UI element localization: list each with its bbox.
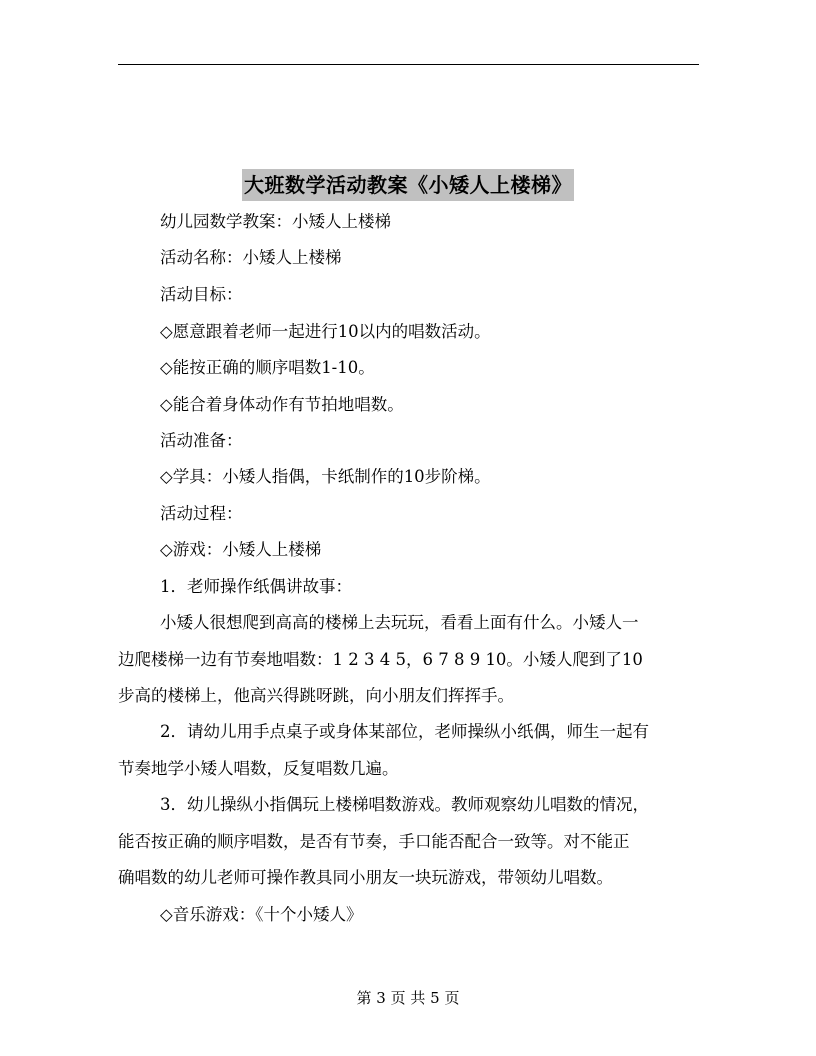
document-title: 大班数学活动教案《小矮人上楼梯》 <box>242 169 574 201</box>
paragraph-line: 确唱数的幼儿老师可操作教具同小朋友一块玩游戏，带领幼儿唱数。 <box>118 868 613 887</box>
paragraph-line: 3．幼儿操纵小指偶玩上楼梯唱数游戏。教师观察幼儿唱数的情况， <box>160 795 649 814</box>
title-container <box>0 169 816 201</box>
paragraph-line: ◇音乐游戏：《十个小矮人》 <box>160 905 363 924</box>
paragraph-line: ◇能合着身体动作有节拍地唱数。 <box>160 395 404 414</box>
paragraph-line: 1．老师操作纸偶讲故事： <box>160 577 352 596</box>
paragraph-line: 能否按正确的顺序唱数，是否有节奏，手口能否配合一致等。对不能正 <box>118 832 630 851</box>
paragraph-line: ◇学具：小矮人指偶，卡纸制作的10步阶梯。 <box>160 467 491 486</box>
paragraph-line: 节奏地学小矮人唱数，反复唱数几遍。 <box>118 759 399 778</box>
paragraph-line: ◇能按正确的顺序唱数1-10。 <box>160 358 375 377</box>
paragraph-line: 步高的楼梯上，他高兴得跳呀跳，向小朋友们挥挥手。 <box>118 686 514 705</box>
paragraph-line: ◇愿意跟着老师一起进行10以内的唱数活动。 <box>160 322 491 341</box>
paragraph-line: 活动准备： <box>160 431 243 450</box>
paragraph-line: 小矮人很想爬到高高的楼梯上去玩玩，看看上面有什么。小矮人一 <box>160 613 639 632</box>
paragraph-line: ◇游戏：小矮人上楼梯 <box>160 540 322 559</box>
paragraph-line: 活动目标： <box>160 285 243 304</box>
paragraph-line: 活动过程： <box>160 504 243 523</box>
page-number-footer: 第 3 页 共 5 页 <box>356 989 460 1007</box>
paragraph-line: 幼儿园数学教案：小矮人上楼梯 <box>160 212 391 231</box>
paragraph-line: 活动名称：小矮人上楼梯 <box>160 248 342 267</box>
paragraph-line: 边爬楼梯一边有节奏地唱数：1 2 3 4 5，6 7 8 9 10。小矮人爬到了10 <box>118 650 643 669</box>
paragraph-line: 2．请幼儿用手点桌子或身体某部位，老师操纵小纸偶，师生一起有 <box>160 722 649 741</box>
header-rule <box>118 64 699 65</box>
